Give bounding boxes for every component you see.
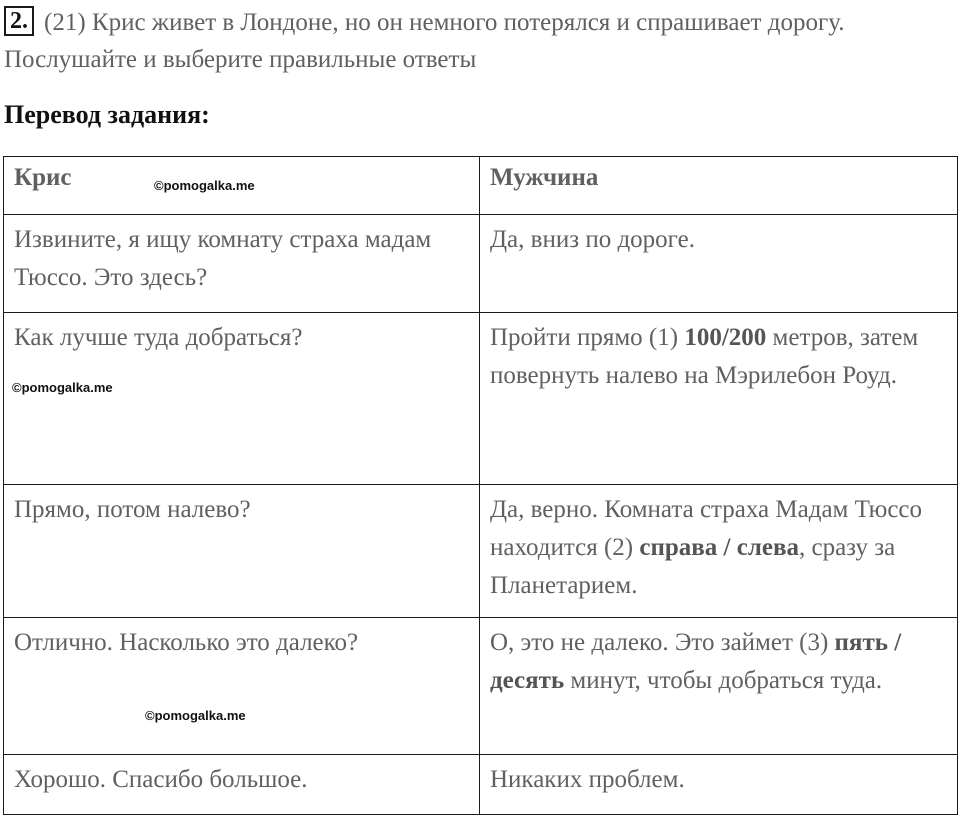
man-line-after: минут, чтобы добраться туда.: [564, 667, 883, 694]
table-row: [4, 215, 958, 313]
table-row: [4, 618, 958, 755]
watermark: ©pomogalka.me: [12, 380, 113, 395]
answer-choice-3: пять / десять: [490, 629, 902, 694]
column-header-chris-label: Крис: [14, 164, 72, 191]
man-line-before: О, это не далеко. Это займет (3): [490, 629, 835, 656]
chris-line: [4, 618, 480, 755]
man-line: [480, 618, 958, 755]
task-number: 2.: [4, 6, 34, 36]
task-text: (21) Крис живет в Лондоне, но он немного потерялся и спрашивает дорогу. Послушайте и выберите правильные ответы: [4, 9, 845, 73]
table-header-row: [4, 157, 958, 215]
man-line-after: , сразу за Планетарием.: [490, 534, 896, 599]
chris-line: Извините, я ищу комнату страха мадам Тюссо. Это здесь?: [4, 215, 480, 313]
man-line-after: метров, затем повернуть налево на Мэрилебон Роуд.: [490, 324, 919, 389]
chris-line-text: Как лучше туда добраться?: [14, 324, 303, 351]
man-line: Никаких проблем.: [480, 755, 958, 815]
column-header-man: Мужчина: [480, 157, 958, 215]
answer-choice-2: справа / слева: [639, 534, 799, 561]
chris-line: Прямо, потом налево?: [4, 485, 480, 618]
dialogue-table: [3, 156, 958, 815]
man-line: [480, 313, 958, 485]
column-header-chris: [4, 157, 480, 215]
watermark: ©pomogalka.me: [145, 708, 246, 723]
man-line-before: Да, верно. Комната страха Мадам Тюссо находится (2): [490, 496, 923, 561]
task-statement: [4, 4, 944, 78]
man-line-before: Пройти прямо (1): [490, 324, 685, 351]
chris-line: Хорошо. Спасибо большое.: [4, 755, 480, 815]
watermark: ©pomogalka.me: [154, 178, 255, 193]
table-row: [4, 313, 958, 485]
section-title: Перевод задания:: [4, 100, 210, 129]
answer-choice-1: 100/200: [684, 324, 767, 351]
man-line: Да, вниз по дороге.: [480, 215, 958, 313]
table-row: [4, 755, 958, 815]
chris-line: [4, 313, 480, 485]
table-row: [4, 485, 958, 618]
chris-line-text: Отлично. Насколько это далеко?: [14, 629, 359, 656]
man-line: [480, 485, 958, 618]
